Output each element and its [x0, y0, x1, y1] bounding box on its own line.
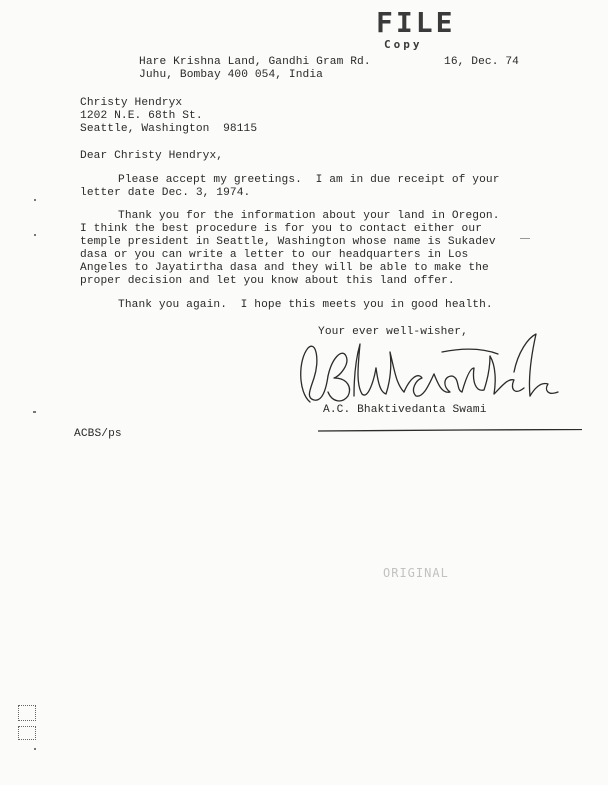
recipient-name: Christy Hendryx	[80, 97, 183, 109]
margin-mark	[33, 411, 36, 413]
paragraph-2-line-2: I think the best procedure is for you to contact either our	[80, 223, 483, 235]
paragraph-1-line-1: Please accept my greetings. I am in due receipt of your	[118, 174, 500, 186]
recipient-city: Seattle, Washington 98115	[80, 123, 258, 135]
signature-rule	[318, 429, 582, 432]
faint-original-stamp: ORIGINAL	[383, 566, 449, 580]
sender-address-line2: Juhu, Bombay 400 054, India	[139, 69, 323, 81]
margin-scan-mark	[18, 726, 36, 740]
signatory-name: A.C. Bhaktivedanta Swami	[323, 404, 487, 416]
paragraph-2-line-3: temple president in Seattle, Washington whose name is Sukadev	[80, 236, 496, 248]
paragraph-2-line-1: Thank you for the information about your land in Oregon.	[118, 210, 500, 222]
letter-date: 16, Dec. 74	[444, 56, 519, 68]
paragraph-2-line-5: Angeles to Jayatirtha dasa and they will be able to make the	[80, 262, 489, 274]
margin-mark	[34, 234, 36, 236]
paragraph-2-line-6: proper decision and let you know about this land offer.	[80, 275, 455, 287]
typist-initials: ACBS/ps	[74, 428, 122, 440]
file-stamp: FILE	[376, 6, 456, 39]
sender-address-line1: Hare Krishna Land, Gandhi Gram Rd.	[139, 56, 371, 68]
closing: Your ever well-wisher,	[318, 326, 468, 338]
file-stamp-sub: Copy	[384, 38, 423, 51]
recipient-street: 1202 N.E. 68th St.	[80, 110, 203, 122]
margin-mark	[34, 199, 36, 201]
margin-scan-mark	[18, 705, 36, 721]
paragraph-3-line-1: Thank you again. I hope this meets you in good health.	[118, 299, 493, 311]
margin-mark	[520, 238, 530, 239]
handwritten-signature	[292, 332, 562, 412]
paragraph-1-line-2: letter date Dec. 3, 1974.	[80, 187, 251, 199]
paragraph-2-line-4: dasa or you can write a letter to our headquarters in Los	[80, 249, 469, 261]
salutation: Dear Christy Hendryx,	[80, 150, 224, 162]
margin-mark	[34, 748, 36, 750]
